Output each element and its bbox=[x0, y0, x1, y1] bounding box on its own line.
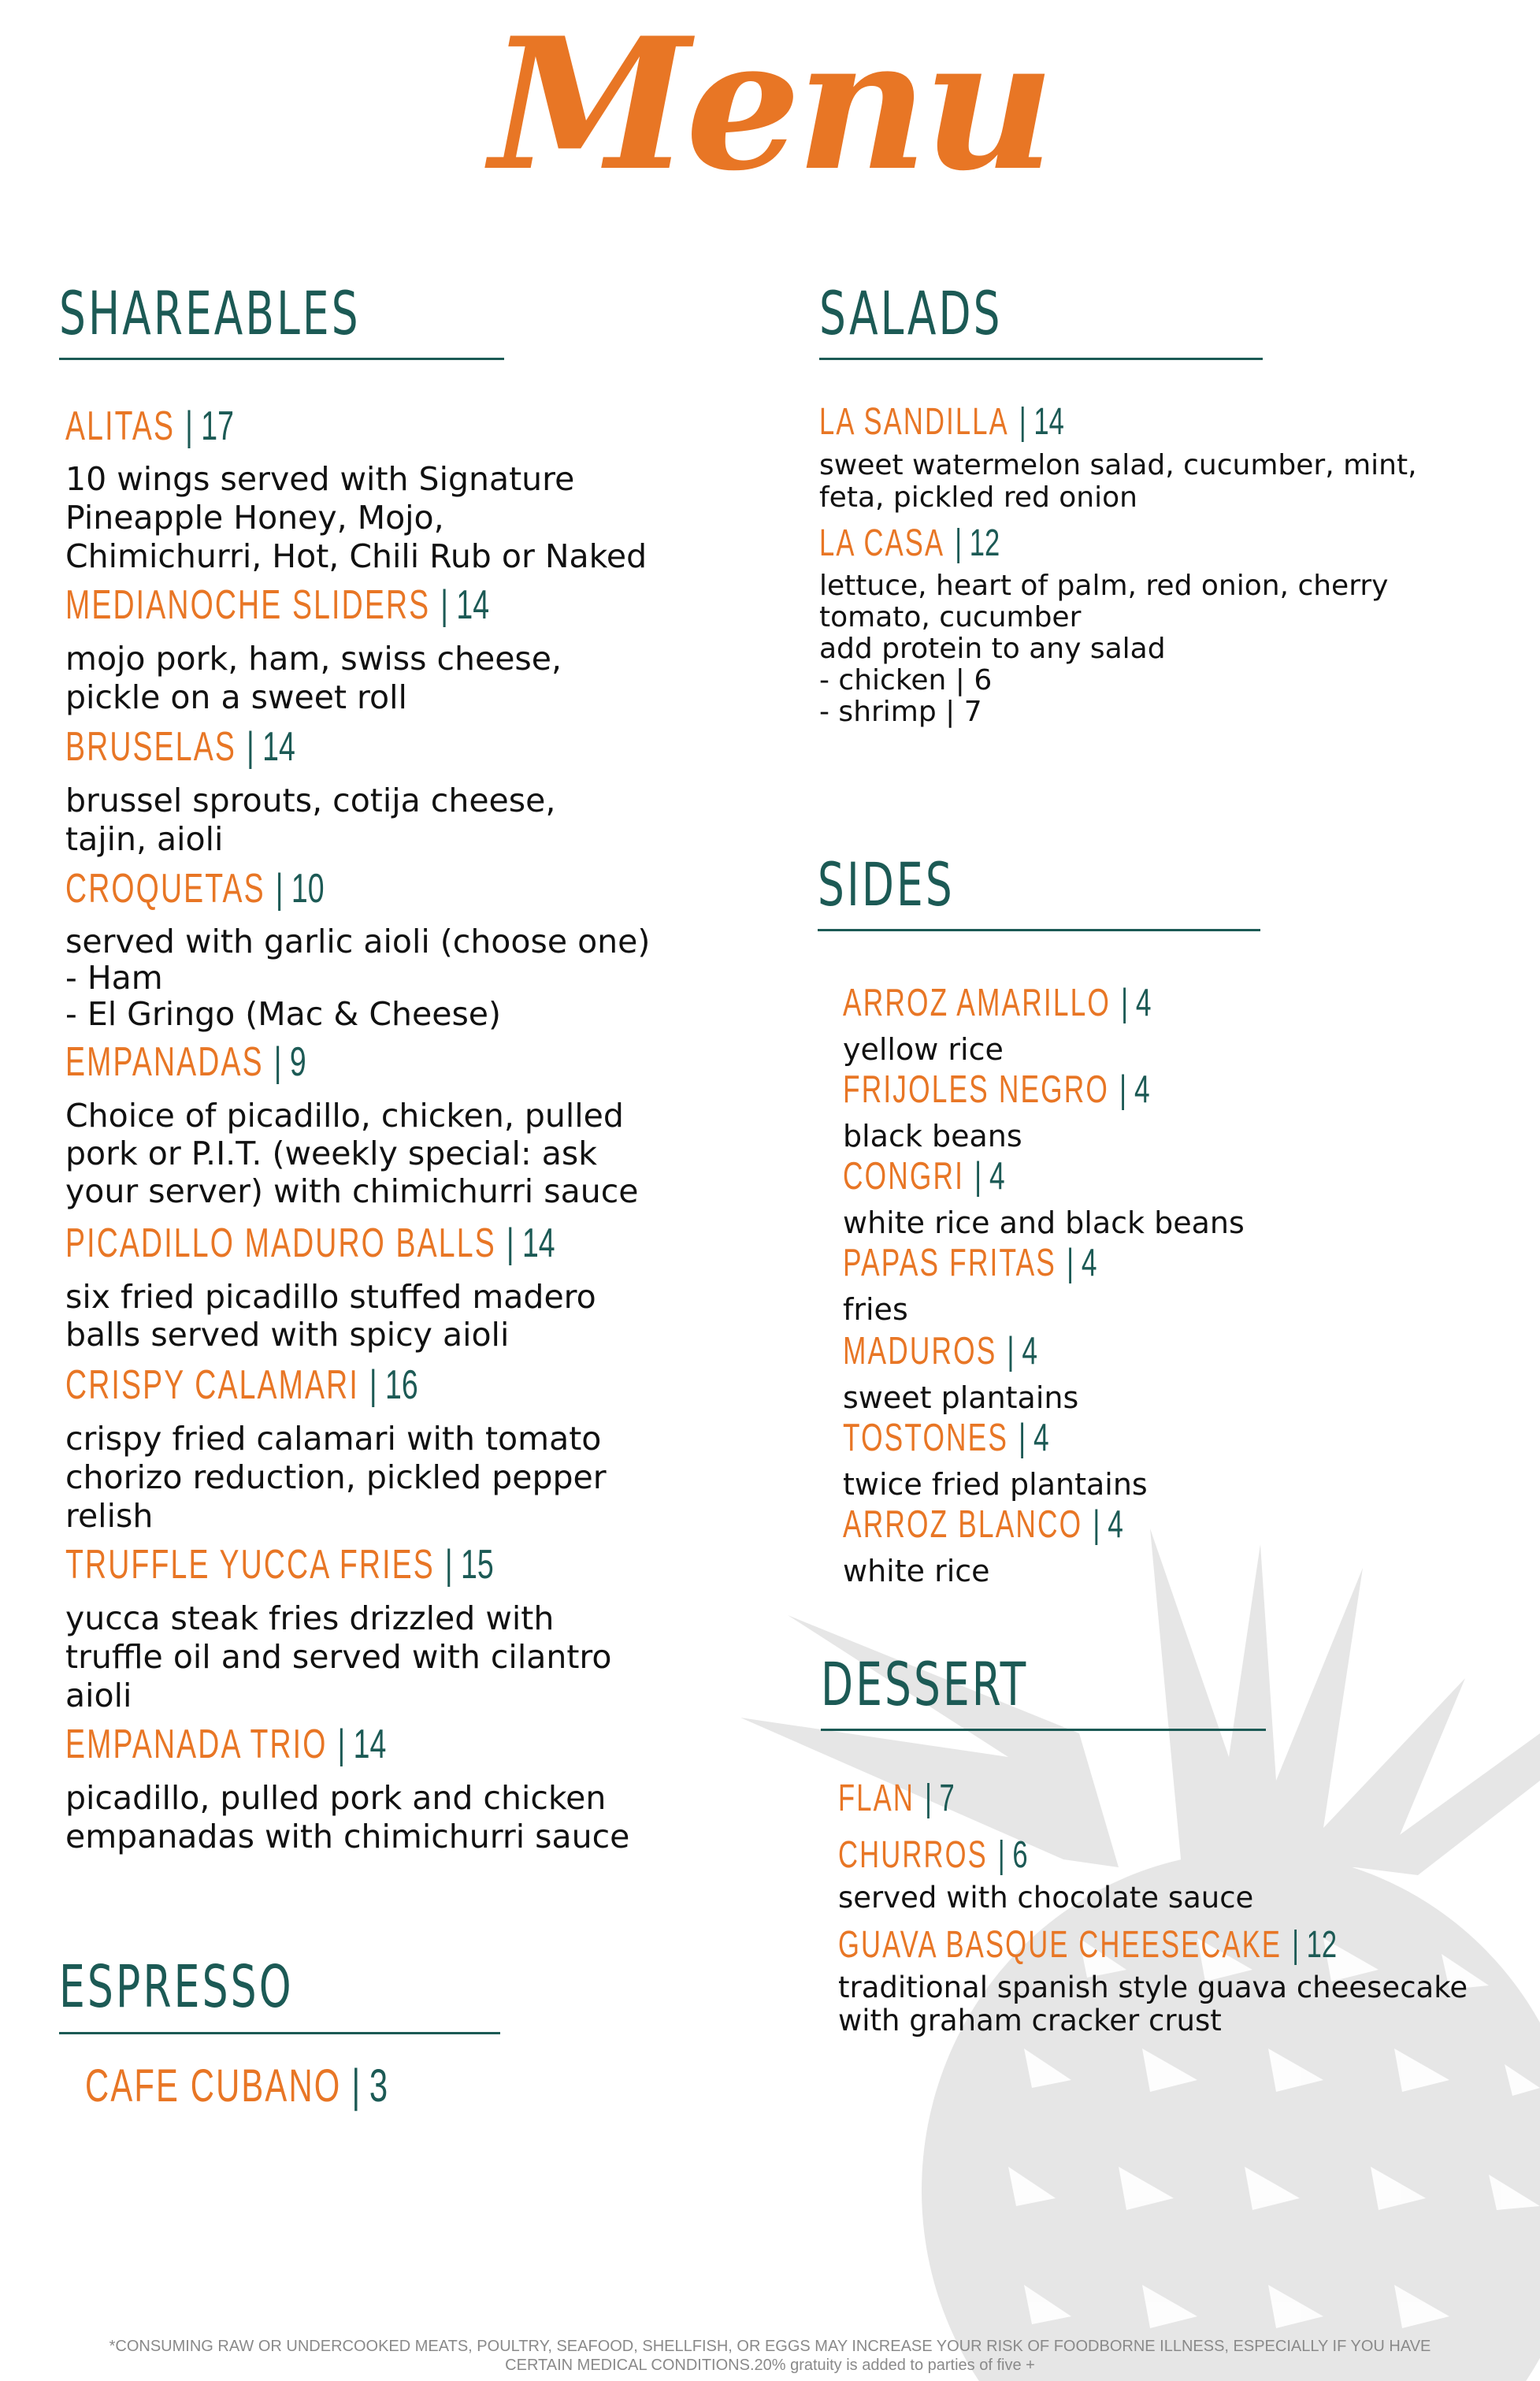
item-cafe-cubano-head: CAFE CUBANO | 3 bbox=[85, 2060, 388, 2112]
item-calamari-head: CRISPY CALAMARI | 16 bbox=[65, 1362, 418, 1408]
item-arroz-amarillo-desc: yellow rice bbox=[843, 1032, 1004, 1067]
item-empanada-trio-desc: picadillo, pulled pork and chicken empanadas with chimichurri sauce bbox=[65, 1779, 630, 1855]
item-picadillo-head: PICADILLO MADURO BALLS | 14 bbox=[65, 1220, 555, 1266]
item-alitas-head: ALITAS | 17 bbox=[65, 403, 234, 449]
item-picadillo-desc: six fried picadillo stuffed madero balls served with spicy aioli bbox=[65, 1278, 596, 1354]
item-la-casa-head: LA CASA | 12 bbox=[819, 522, 1000, 564]
item-tostones-head: TOSTONES | 4 bbox=[843, 1417, 1049, 1459]
item-maduros-desc: sweet plantains bbox=[843, 1380, 1079, 1415]
item-papas-fritas-head: PAPAS FRITAS | 4 bbox=[843, 1242, 1097, 1284]
item-arroz-blanco-head: ARROZ BLANCO | 4 bbox=[843, 1503, 1123, 1546]
item-frijoles-head: FRIJOLES NEGRO | 4 bbox=[843, 1068, 1150, 1111]
espresso-heading: ESPRESSO bbox=[59, 1953, 294, 2021]
salads-rule bbox=[819, 358, 1263, 360]
salads-heading: SALADS bbox=[819, 278, 1003, 348]
item-la-sandilla-head: LA SANDILLA | 14 bbox=[819, 401, 1064, 443]
item-bruselas-head: BRUSELAS | 14 bbox=[65, 724, 295, 770]
item-maduros-head: MADUROS | 4 bbox=[843, 1330, 1038, 1373]
item-churros-head: CHURROS | 6 bbox=[838, 1834, 1028, 1876]
item-empanadas-desc: Choice of picadillo, chicken, pulled pork or P.I.T. (weekly special: ask your server) with chimichurri sauce bbox=[65, 1097, 639, 1210]
item-guava-desc: traditional spanish style guava cheesecake with graham cracker crust bbox=[838, 1971, 1468, 2037]
item-croquetas-desc: served with garlic aioli (choose one) - Ham - El Gringo (Mac & Cheese) bbox=[65, 923, 651, 1033]
item-bruselas-desc: brussel sprouts, cotija cheese, tajin, aioli bbox=[65, 782, 556, 858]
espresso-section bbox=[59, 1953, 508, 2034]
item-churros-desc: served with chocolate sauce bbox=[838, 1881, 1254, 1915]
item-calamari-desc: crispy fried calamari with tomato chorizo reduction, pickled pepper relish bbox=[65, 1420, 607, 1535]
item-alitas-desc: 10 wings served with Signature Pineapple Honey, Mojo, Chimichurri, Hot, Chili Rub or Naked bbox=[65, 460, 648, 575]
shareables-rule bbox=[59, 358, 504, 360]
item-frijoles-desc: black beans bbox=[843, 1119, 1022, 1153]
item-guava-head: GUAVA BASQUE CHEESECAKE | 12 bbox=[838, 1924, 1338, 1966]
item-papas-fritas-desc: fries bbox=[843, 1292, 908, 1327]
item-tostones-desc: twice fried plantains bbox=[843, 1467, 1148, 1502]
item-arroz-blanco-desc: white rice bbox=[843, 1554, 990, 1588]
dessert-rule bbox=[821, 1729, 1266, 1731]
item-la-sandilla-desc: sweet watermelon salad, cucumber, mint, feta, pickled red onion bbox=[819, 449, 1417, 514]
item-la-casa-desc: lettuce, heart of palm, red onion, cherry tomato, cucumber add protein to any salad - chicken | 6 - shrimp | 7 bbox=[819, 570, 1389, 728]
item-truffle-desc: yucca steak fries drizzled with truffle oil and served with cilantro aioli bbox=[65, 1599, 612, 1714]
sides-rule bbox=[818, 929, 1260, 931]
item-congri-head: CONGRI | 4 bbox=[843, 1155, 1005, 1198]
menu-title: Menu bbox=[489, 0, 1051, 211]
item-arroz-amarillo-head: ARROZ AMARILLO | 4 bbox=[843, 982, 1152, 1024]
sides-heading: SIDES bbox=[818, 849, 955, 919]
item-flan-head: FLAN | 7 bbox=[838, 1777, 955, 1819]
item-medianoche-desc: mojo pork, ham, swiss cheese, pickle on a sweet roll bbox=[65, 640, 562, 716]
item-croquetas-head: CROQUETAS | 10 bbox=[65, 866, 325, 912]
item-truffle-head: TRUFFLE YUCCA FRIES | 15 bbox=[65, 1542, 494, 1588]
item-empanadas-head: EMPANADAS | 9 bbox=[65, 1039, 306, 1085]
dessert-heading: DESSERT bbox=[821, 1649, 1029, 1719]
dessert-section bbox=[821, 1649, 1270, 1731]
item-congri-desc: white rice and black beans bbox=[843, 1205, 1245, 1240]
item-empanada-trio-head: EMPANADA TRIO | 14 bbox=[65, 1722, 387, 1767]
sides-section bbox=[818, 849, 1267, 931]
shareables-heading: SHAREABLES bbox=[59, 278, 361, 348]
allergen-disclaimer: *CONSUMING RAW OR UNDERCOOKED MEATS, POULTRY, SEAFOOD, SHELLFISH, OR EGGS MAY INCREASE YOUR RISK OF FOODBORNE ILLNESS, ESPECIALLY IF YOU HAVE CERTAIN MEDICAL CONDITIONS.20% gratuity is added to parties of five + bbox=[109, 2338, 1431, 2374]
item-medianoche-head: MEDIANOCHE SLIDERS | 14 bbox=[65, 582, 490, 628]
espresso-rule bbox=[59, 2032, 500, 2034]
salads-section bbox=[819, 278, 1268, 360]
shareables-section bbox=[59, 278, 508, 360]
